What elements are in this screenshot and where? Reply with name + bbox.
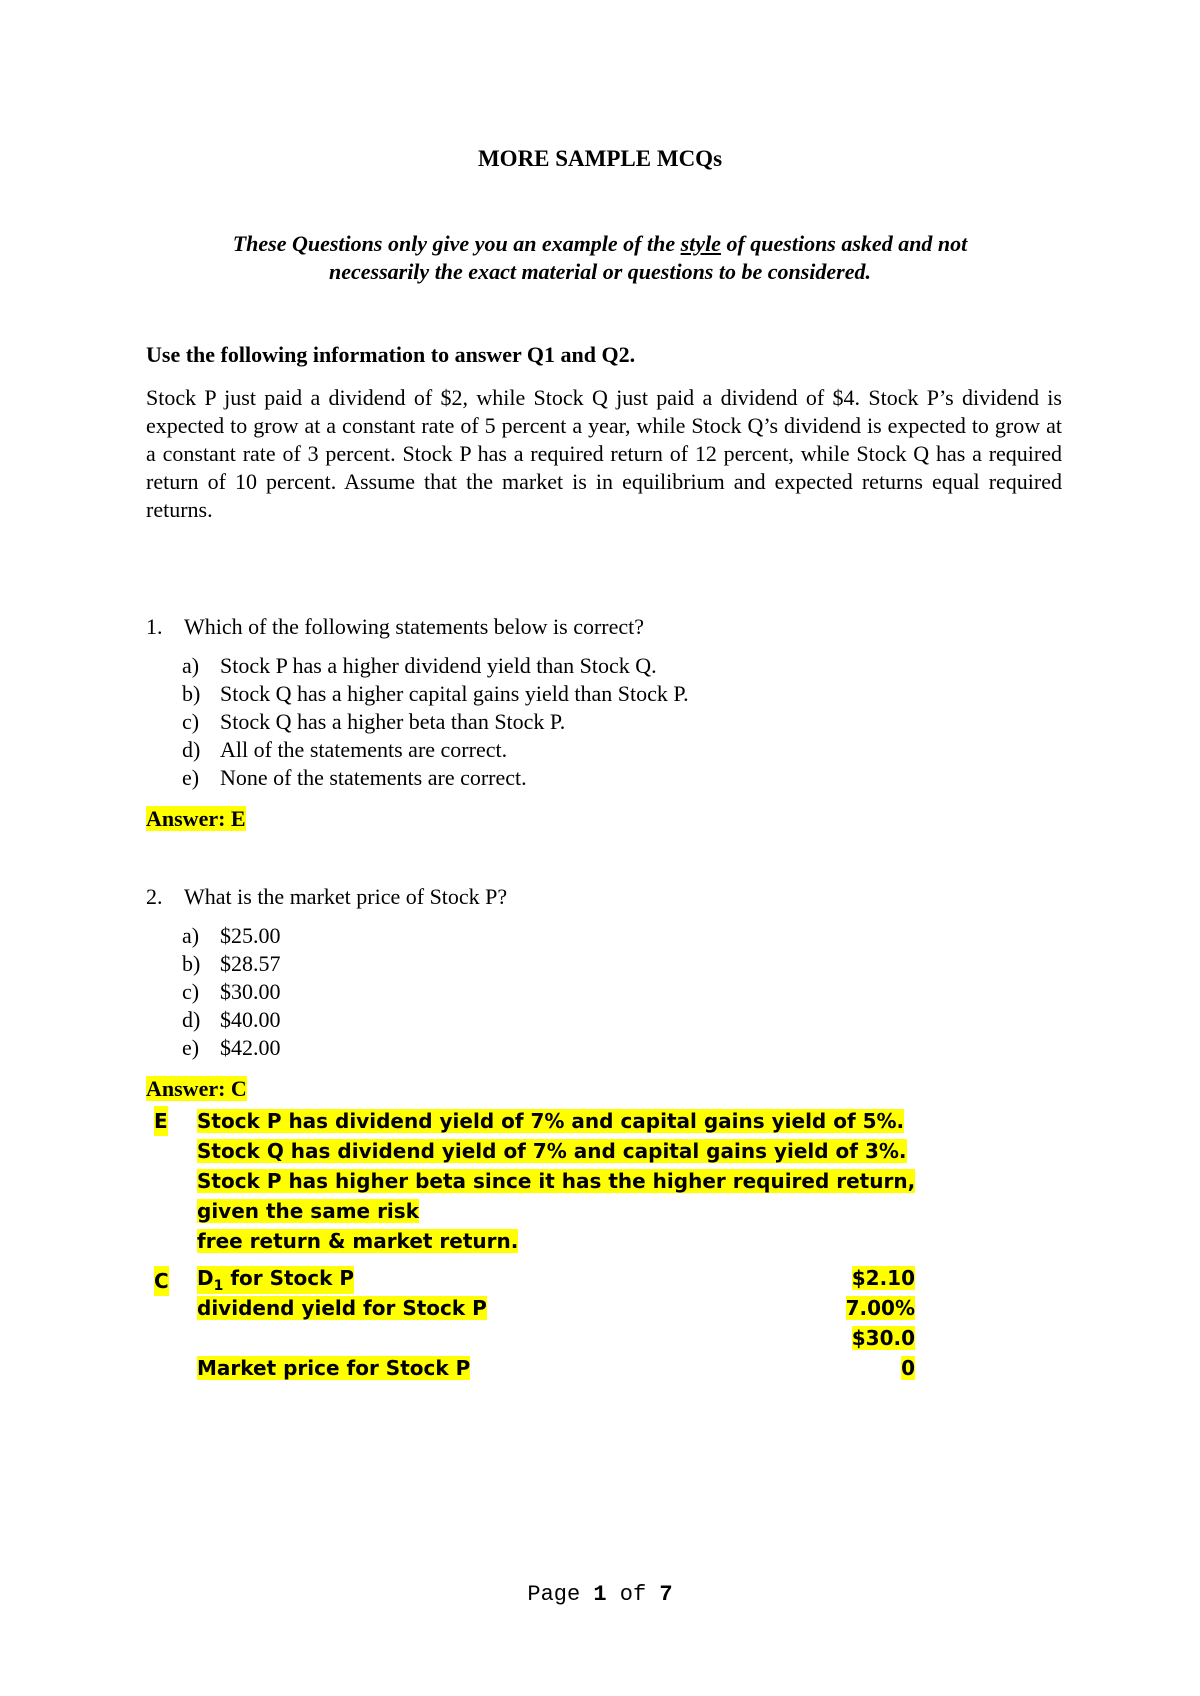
option-letter: b) — [182, 681, 201, 706]
option-text: Stock P has a higher dividend yield than Stock Q. — [220, 653, 657, 678]
option-text: $30.00 — [220, 979, 281, 1004]
option-letter: b) — [182, 951, 201, 976]
question-2-stem — [146, 884, 507, 910]
option-text: $25.00 — [220, 923, 281, 948]
footer-prefix: Page — [527, 1582, 594, 1607]
intro-line2: necessarily the exact material or questions to be considered. — [328, 259, 872, 284]
question-2-number: 2. — [146, 884, 163, 909]
explanation-line: Stock P has higher beta since it has the higher required return, given the same risk — [197, 1169, 916, 1223]
option-text: Stock Q has a higher beta than Stock P. — [220, 709, 566, 734]
option-item — [182, 978, 281, 1006]
intro-line1-end: of questions asked and not — [720, 231, 968, 256]
option-item — [182, 680, 689, 708]
question-1-answer — [146, 806, 246, 832]
option-item — [182, 708, 689, 736]
question-2-answer — [146, 1076, 247, 1102]
option-text: Stock Q has a higher capital gains yield than Stock P. — [220, 681, 689, 706]
intro-line1-start: These Questions only give you an example of the — [232, 231, 681, 256]
yield-value: 7.00% — [845, 1296, 915, 1320]
option-item — [182, 922, 281, 950]
info-paragraph: Stock P just paid a dividend of $2, while Stock Q just paid a dividend of $4. Stock P’s dividend is expected to grow at a constant rate of 5 percent a year, while Stock Q’s dividend is expected to grow at a constant rate of 3 percent. Stock P has a required return of 12 percent, while Stock Q has a required return of 10 percent. Assume that the market is in equilibrium and expected returns equal required returns. — [146, 385, 1062, 522]
option-letter: c) — [182, 709, 200, 734]
yield-label: dividend yield for Stock P — [197, 1296, 487, 1320]
d1-label-subscript: 1 — [213, 1278, 224, 1294]
option-letter: c) — [182, 979, 200, 1004]
option-item — [182, 950, 281, 978]
question-1-text: Which of the following statements below is correct? — [184, 614, 645, 639]
option-letter: a) — [182, 923, 200, 948]
page-title: MORE SAMPLE MCQs — [477, 146, 723, 171]
option-text: $40.00 — [220, 1007, 281, 1032]
price-label: Market price for Stock P — [197, 1356, 471, 1380]
footer-current-page: 1 — [593, 1582, 607, 1607]
intro-underlined-word: style — [680, 231, 721, 256]
price-value-line2: 0 — [901, 1356, 915, 1380]
option-item — [182, 736, 689, 764]
question-2-options — [182, 922, 281, 1062]
explanation-e-lines — [197, 1106, 957, 1256]
explanation-c-key: C — [154, 1266, 169, 1296]
explanation-line: Stock P has dividend yield of 7% and capital gains yield of 5%. — [197, 1109, 905, 1133]
price-value-line1: $30.0 — [851, 1326, 915, 1350]
d1-label-rest: for Stock P — [223, 1266, 355, 1290]
option-letter: d) — [182, 1007, 201, 1032]
calc-row-d1 — [197, 1266, 915, 1296]
calc-row-price-top — [197, 1326, 915, 1356]
calc-row-price — [197, 1356, 915, 1386]
footer-middle: of — [606, 1582, 660, 1607]
intro-note — [150, 230, 1050, 286]
question-1-stem — [146, 614, 644, 640]
d1-label-main: D — [197, 1266, 214, 1290]
option-text: None of the statements are correct. — [220, 765, 527, 790]
explanation-e-key: E — [154, 1106, 168, 1136]
option-item — [182, 764, 689, 792]
option-item — [182, 1034, 281, 1062]
calc-row-yield — [197, 1296, 915, 1326]
question-1-number: 1. — [146, 614, 163, 639]
answer-text: Answer: E — [146, 806, 246, 831]
option-text: $28.57 — [220, 951, 281, 976]
option-text: All of the statements are correct. — [220, 737, 508, 762]
option-letter: e) — [182, 765, 200, 790]
question-1-options — [182, 652, 689, 792]
explanation-line: free return & market return. — [197, 1229, 519, 1253]
page-footer — [0, 1582, 1200, 1607]
answer-text: Answer: C — [146, 1076, 247, 1101]
option-item — [182, 652, 689, 680]
d1-label — [197, 1266, 354, 1294]
option-letter: d) — [182, 737, 201, 762]
option-letter: e) — [182, 1035, 200, 1060]
option-item — [182, 1006, 281, 1034]
option-letter: a) — [182, 653, 200, 678]
question-2-text: What is the market price of Stock P? — [184, 884, 508, 909]
option-text: $42.00 — [220, 1035, 281, 1060]
footer-total-pages: 7 — [659, 1582, 673, 1607]
d1-value: $2.10 — [851, 1266, 915, 1290]
explanation-line: Stock Q has dividend yield of 7% and capital gains yield of 3%. — [197, 1139, 907, 1163]
info-heading: Use the following information to answer Q1 and Q2. — [146, 342, 636, 367]
